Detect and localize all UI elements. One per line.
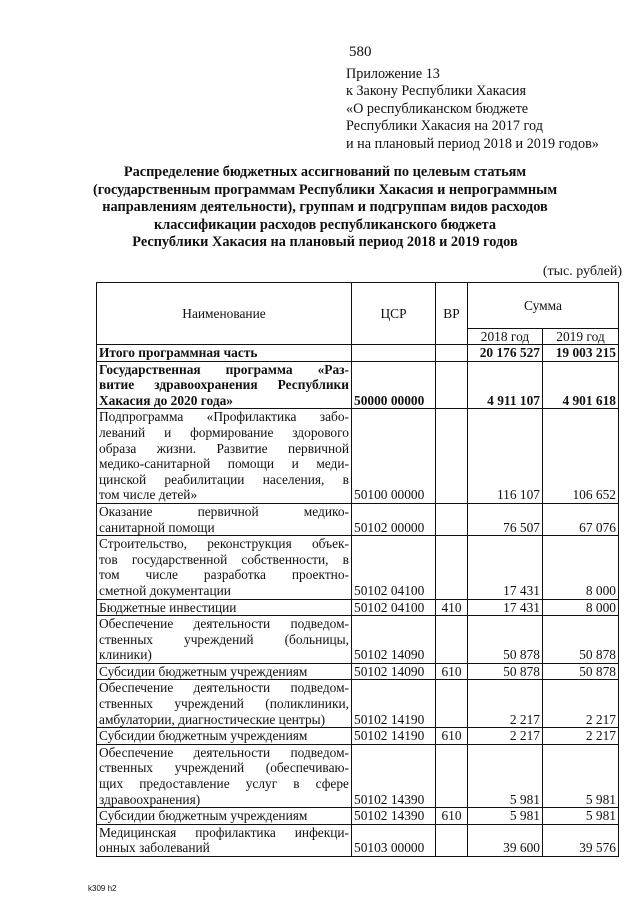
row-vr [436,536,468,599]
row-name [97,503,352,535]
title-line: классификации расходов республиканского бюджета [153,216,497,233]
row-name [97,409,352,504]
row-name-line: Обеспечение деятельности подведом- [99,616,349,632]
table-row [97,808,619,825]
row-name-line: том числе детей» [99,487,198,503]
row-csr [352,345,436,362]
row-sum-2018: 50 878 [468,616,543,664]
row-vr [436,744,468,807]
row-name-line: здравоохранения) [99,791,201,807]
footer-mark: k309 h2 [88,884,117,893]
row-name-line: Обеспечение деятельности подведом- [99,680,349,696]
row-vr [436,616,468,664]
row-name [97,616,352,664]
row-sum-2018: 17 431 [468,536,543,599]
row-name [97,599,352,616]
row-sum-2018: 17 431 [468,599,543,616]
budget-table [96,282,619,857]
row-vr: 610 [436,663,468,680]
row-sum-2018: 76 507 [468,503,543,535]
table-header-row [97,283,619,329]
row-sum-2019: 8 000 [543,536,619,599]
row-csr: 50102 14190 [352,680,436,728]
row-vr: 610 [436,728,468,745]
row-sum-2018: 5 981 [468,744,543,807]
title-line: Республики Хакасия на плановый период 2018 и 2019 годов [132,234,518,251]
row-name-line: Субсидии бюджетным учреждениям [99,663,308,679]
row-name-line: Оказание первичной медико- [99,503,349,519]
row-sum-2019: 106 652 [543,409,619,504]
appendix-line: Республики Хакасия на 2017 год [346,118,543,135]
units-label: (тыс. рублей) [542,264,622,279]
row-sum-2019: 39 576 [543,824,619,856]
appendix-line: и на плановый период 2018 и 2019 годов» [346,135,599,152]
row-sum-2018: 5 981 [468,808,543,825]
row-sum-2019: 5 981 [543,808,619,825]
row-name-line: онных заболеваний [99,840,210,856]
table-row [97,744,619,807]
row-sum-2019: 50 878 [543,616,619,664]
table-row [97,728,619,745]
row-sum-2019: 5 981 [543,744,619,807]
row-name-line: Строительство, реконструкция объек- [99,536,349,552]
table-row [97,824,619,856]
row-name-line: Бюджетные инвестиции [99,599,237,615]
row-name-line: Государственная программа «Раз- [99,361,349,377]
row-name-line: витие здравоохранения Республики [99,377,349,393]
title-line: (государственным программам Республики Хакасия и непрограммным [92,181,558,198]
row-csr: 50103 00000 [352,824,436,856]
row-name-line: Хакасия до 2020 года» [99,392,233,408]
row-name-line: Подпрограмма «Профилактика забо- [99,409,349,425]
row-sum-2018: 39 600 [468,824,543,856]
row-name-line: леваний и формирование здорового [99,424,349,440]
row-csr: 50102 14090 [352,663,436,680]
row-name [97,663,352,680]
row-name-line: тов государственной собственности, в [99,551,349,567]
appendix-block [346,66,636,153]
row-name-line: образа жизни. Развитие первичной [99,440,349,456]
table-row [97,409,619,504]
row-name [97,536,352,599]
table-row [97,361,619,409]
row-name-line: Субсидии бюджетным учреждениям [99,808,308,824]
header-csr: ЦСР [352,283,436,345]
row-sum-2018: 2 217 [468,728,543,745]
row-csr: 50102 14190 [352,728,436,745]
header-sum: Сумма [468,283,619,329]
row-csr: 50102 04100 [352,599,436,616]
table-row [97,503,619,535]
row-name-line: амбулатории, диагностические центры) [99,711,326,727]
row-name-line: ственных учреждений (больницы, [99,631,349,647]
row-name-line: ственных учреждений (обеспечиваю- [99,760,349,776]
document-title [30,164,620,252]
row-name-line: клиники) [99,647,152,663]
title-line: Распределение бюджетных ассигнований по целевым статьям [123,164,527,180]
row-name [97,808,352,825]
row-csr: 50102 00000 [352,503,436,535]
row-name-line: медико-санитарной помощи и меди- [99,456,349,472]
table-row [97,536,619,599]
row-vr [436,680,468,728]
row-name-line: цинской реабилитации населения, в [99,471,349,487]
row-sum-2018: 4 911 107 [468,361,543,409]
row-sum-2019: 19 003 215 [543,345,619,362]
row-name-line: щих предоставление услуг в сфере [99,776,349,792]
row-vr [436,409,468,504]
row-name [97,345,352,362]
row-vr [436,345,468,362]
appendix-line: к Закону Республики Хакасия [346,83,526,100]
row-vr [436,503,468,535]
row-name-line: сметной документации [99,582,231,598]
row-name-line: санитарной помощи [99,519,215,535]
row-name [97,744,352,807]
row-name [97,680,352,728]
row-csr: 50102 04100 [352,536,436,599]
header-year-2019: 2019 год [543,329,619,345]
row-name-line: Обеспечение деятельности подведом- [99,744,349,760]
row-name-line: Субсидии бюджетным учреждениям [99,728,308,744]
appendix-line: Приложение 13 [346,66,440,82]
title-line: направлениям деятельности), группам и подгруппам видов расходов [102,199,548,216]
row-name [97,824,352,856]
appendix-line: «О республиканском бюджете [346,100,529,117]
table-row [97,663,619,680]
row-name-line: ственных учреждений (поликлиники, [99,696,349,712]
table-row [97,599,619,616]
row-sum-2019: 4 901 618 [543,361,619,409]
row-sum-2018: 116 107 [468,409,543,504]
row-sum-2019: 2 217 [543,728,619,745]
row-sum-2018: 50 878 [468,663,543,680]
row-vr [436,824,468,856]
table-row [97,345,619,362]
row-vr [436,361,468,409]
page-number: 580 [349,44,372,60]
row-name [97,728,352,745]
row-sum-2019: 2 217 [543,680,619,728]
table-row [97,680,619,728]
row-vr: 610 [436,808,468,825]
row-csr: 50102 14090 [352,616,436,664]
header-vr: ВР [436,283,468,345]
row-csr: 50102 14390 [352,808,436,825]
header-year-2018: 2018 год [468,329,543,345]
row-name-line: том числе разработка проектно- [99,567,349,583]
header-name: Наименование [97,283,352,345]
row-sum-2019: 50 878 [543,663,619,680]
row-csr: 50100 00000 [352,409,436,504]
row-name-line: Медицинская профилактика инфекци- [99,824,349,840]
row-sum-2018: 20 176 527 [468,345,543,362]
row-sum-2019: 67 076 [543,503,619,535]
row-csr: 50000 00000 [352,361,436,409]
row-vr: 410 [436,599,468,616]
row-name [97,361,352,409]
row-sum-2019: 8 000 [543,599,619,616]
row-csr: 50102 14390 [352,744,436,807]
row-name-line: Итого программная часть [99,345,258,360]
table-row [97,616,619,664]
row-sum-2018: 2 217 [468,680,543,728]
